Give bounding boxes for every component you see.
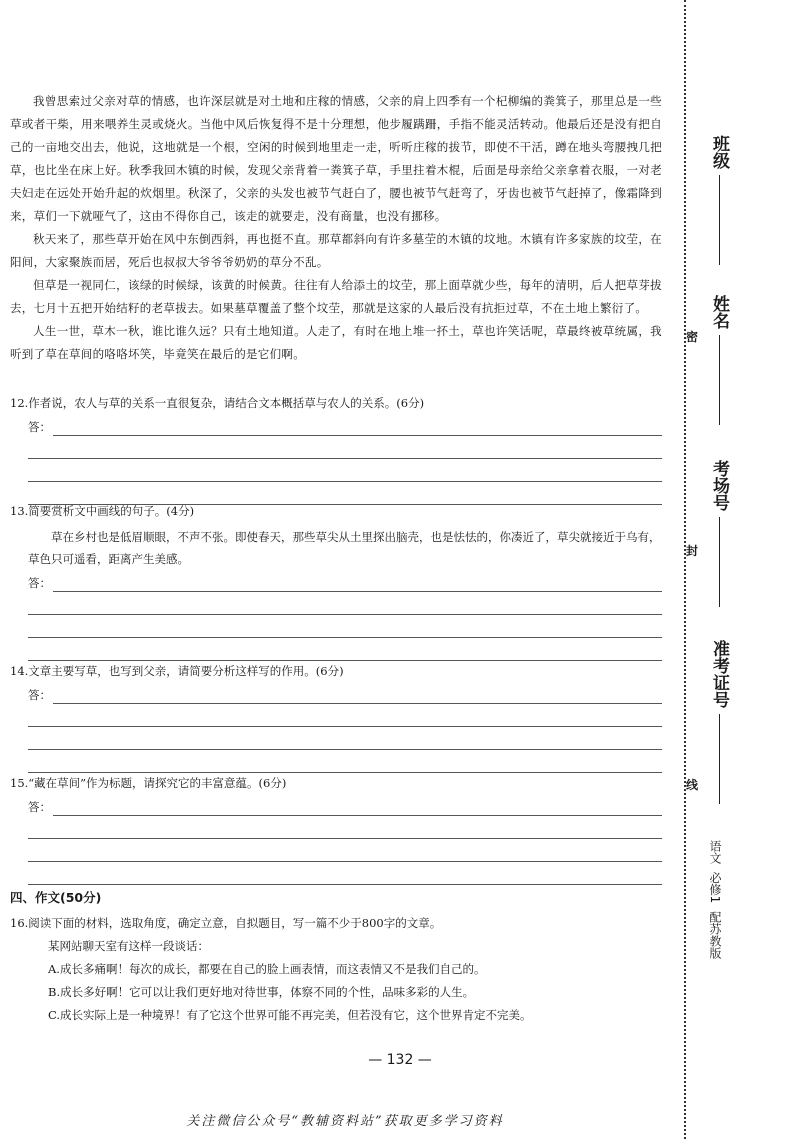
question-stem: 12.作者说，农人与草的关系一直很复杂，请结合文本概括草与农人的关系。(6分) bbox=[10, 396, 425, 410]
volume-label: 必修1 bbox=[708, 871, 722, 904]
exam-room-field[interactable] bbox=[702, 460, 732, 607]
field-label: 姓名 bbox=[709, 295, 729, 329]
material-option: B.成长多好啊！它可以让我们更好地对待世事，体察不同的个性，品味多彩的人生。 bbox=[48, 985, 475, 999]
material-intro: 某网站聊天室有这样一段谈话： bbox=[48, 939, 209, 953]
answer-line[interactable] bbox=[53, 687, 662, 704]
answer-line[interactable] bbox=[53, 419, 662, 436]
material-option: A.成长多痛啊！每次的成长，都要在自己的脸上画表情，而这表情又不是我们自己的。 bbox=[48, 962, 486, 976]
answer-line[interactable] bbox=[28, 459, 662, 482]
answer-line[interactable] bbox=[53, 575, 662, 592]
binding-line bbox=[684, 0, 686, 1139]
answer-line[interactable] bbox=[53, 799, 662, 816]
question-14 bbox=[10, 660, 662, 773]
answer-line[interactable] bbox=[28, 816, 662, 839]
fill-line[interactable] bbox=[719, 714, 720, 804]
binding-sidebar bbox=[686, 0, 792, 1139]
edition-label: 配苏教版 bbox=[708, 910, 722, 959]
question-12 bbox=[10, 392, 662, 505]
answer-line[interactable] bbox=[28, 750, 662, 773]
answer-line[interactable] bbox=[28, 436, 662, 459]
passage-paragraph: 我曾思索过父亲对草的情感，也许深层就是对土地和庄稼的情感，父亲的肩上四季有一个杞柳编的粪箕子，那里总是一些草或者干柴，用来喂养生灵或烧火。当他中风后恢复得不是十分理想，他步履蹒跚，手指不能灵活转动。他最后还是没有把自己的一亩地交出去，他说，这地就是一个根，空闲的时候到地里走一走，听听庄稼的拔节，即使不干活，蹲在地头弯腰拽几把草，也比坐在床上好。秋季我回木镇的时候，发现父亲背着一粪箕子草，手里拄着木棍，后面是母亲给父亲拿着衣服，一对老夫妇走在远处开始升起的炊烟里。秋深了，父亲的头发也被节气赶白了，腰也被节气赶弯了，牙齿也被节气赶掉了，像霜降到来，草们一下就哑气了，这由不得你自己，该走的就要走，没有商量，也没有挪移。 bbox=[10, 94, 662, 223]
question-13 bbox=[10, 500, 662, 661]
answer-line[interactable] bbox=[28, 704, 662, 727]
material-option: C.成长实际上是一种境界！有了它这个世界可能不再完美，但若没有它，这个世界肯定不完美。 bbox=[48, 1008, 532, 1022]
seal-mark: 线 bbox=[686, 778, 699, 792]
subject-label: 语文 bbox=[708, 840, 722, 864]
answer-row[interactable] bbox=[10, 794, 662, 816]
fill-line[interactable] bbox=[719, 175, 720, 265]
answer-row[interactable] bbox=[10, 682, 662, 704]
field-label: 准考证号 bbox=[709, 640, 729, 708]
quoted-sentence: 草在乡村也是低眉顺眼，不声不张。即使春天，那些草尖从土里探出脑壳，也是怯怯的，你凑近了，草尖就接近于乌有，草色只可遥看，距离产生美感。 bbox=[28, 530, 661, 566]
answer-row[interactable] bbox=[10, 570, 662, 592]
fill-line[interactable] bbox=[719, 517, 720, 607]
answer-line[interactable] bbox=[28, 839, 662, 862]
writing-prompt: 16.阅读下面的材料，选取角度，确定立意，自拟题目，写一篇不少于800字的文章。 bbox=[10, 916, 442, 930]
passage-paragraph: 秋天来了，那些草开始在风中东倒西斜，再也挺不直。那草都斜向有许多墓茔的木镇的坟地。木镇有许多家族的坟茔，在阳间，大家聚族而居，死后也叔叔大爷爷爷奶奶的草分不乱。 bbox=[10, 232, 662, 269]
passage-paragraph: 但草是一视同仁，该绿的时候绿，该黄的时候黄。往往有人给添土的坟茔，那上面草就少些，每年的清明，后人把草芽拔去，七月十五把开始结籽的老草拔去。如果墓草覆盖了整个坟茔，那就是这家的人最后没有抗拒过草，不在土地上繁衍了。 bbox=[10, 278, 662, 315]
footer-note: 关注微信公众号“教辅资料站”获取更多学习资料 bbox=[186, 1114, 504, 1129]
name-field[interactable] bbox=[702, 295, 732, 425]
question-stem: 15.“藏在草间”作为标题，请探究它的丰富意蕴。(6分) bbox=[10, 776, 287, 790]
writing-task bbox=[10, 912, 662, 1027]
answer-line[interactable] bbox=[28, 727, 662, 750]
reading-passage bbox=[10, 90, 662, 366]
page-number: — 132 — bbox=[368, 1052, 432, 1068]
answer-label: 答： bbox=[28, 800, 51, 814]
question-stem: 13.简要赏析文中画线的句子。(4分) bbox=[10, 504, 195, 518]
answer-line[interactable] bbox=[28, 592, 662, 615]
seal-mark: 封 bbox=[686, 544, 699, 558]
question-15 bbox=[10, 772, 662, 885]
fill-line[interactable] bbox=[719, 335, 720, 425]
passage-paragraph: 人生一世，草木一秋，谁比谁久远？只有土地知道。人走了，有时在地上堆一抔土，草也许笑话呢，草最终被草统属，我听到了草在草间的咯咯坏笑，毕竟笑在最后的是它们啊。 bbox=[10, 324, 662, 361]
seal-mark: 密 bbox=[686, 330, 699, 344]
answer-line[interactable] bbox=[28, 638, 662, 661]
answer-label: 答： bbox=[28, 576, 51, 590]
answer-line[interactable] bbox=[28, 615, 662, 638]
question-stem: 14.文章主要写草，也写到父亲，请简要分析这样写的作用。(6分) bbox=[10, 664, 344, 678]
answer-line[interactable] bbox=[28, 862, 662, 885]
answer-row[interactable] bbox=[10, 414, 662, 436]
admission-number-field[interactable] bbox=[702, 640, 732, 804]
section-title: 四、作文(50分) bbox=[10, 890, 102, 905]
answer-label: 答： bbox=[28, 688, 51, 702]
field-label: 考场号 bbox=[709, 460, 729, 511]
answer-label: 答： bbox=[28, 420, 51, 434]
class-field[interactable] bbox=[702, 135, 732, 265]
book-info bbox=[704, 840, 726, 959]
field-label: 班级 bbox=[709, 135, 729, 169]
